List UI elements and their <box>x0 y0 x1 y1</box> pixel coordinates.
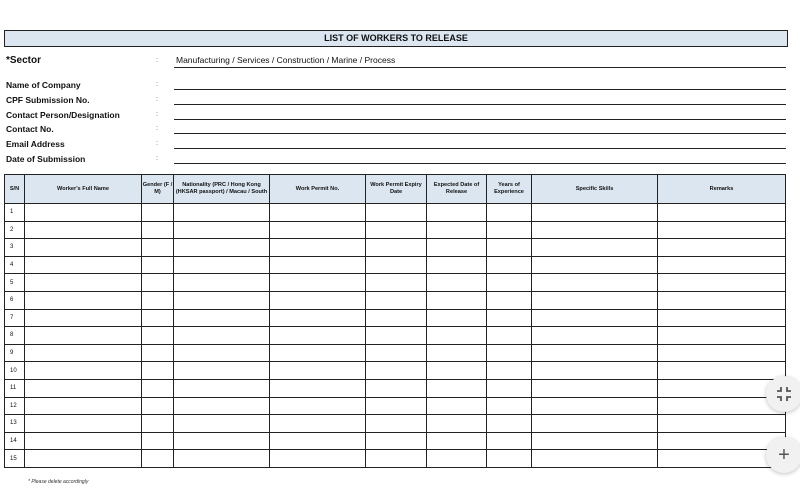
table-cell-work-permit-no[interactable] <box>270 291 366 309</box>
table-header-row <box>5 175 786 204</box>
table-cell-gender[interactable] <box>142 415 174 433</box>
table-cell-years-experience[interactable] <box>487 450 532 468</box>
field-colon: : <box>156 155 158 162</box>
table-cell-release-date[interactable] <box>427 362 487 380</box>
table-cell-work-permit-no[interactable] <box>270 344 366 362</box>
column-header-remarks: Remarks <box>658 175 786 204</box>
table-row <box>5 256 786 274</box>
table-cell-specific-skills[interactable] <box>532 397 658 415</box>
table-cell-years-experience[interactable] <box>487 415 532 433</box>
table-cell-years-experience[interactable] <box>487 221 532 239</box>
fullscreen-exit-button[interactable] <box>766 376 800 412</box>
field-label: Contact Person/Designation <box>6 110 120 120</box>
table-cell-permit-expiry[interactable] <box>366 379 427 397</box>
table-cell-permit-expiry[interactable] <box>366 256 427 274</box>
column-header-release-date: Expected Date of Release <box>427 175 487 204</box>
table-cell-gender[interactable] <box>142 432 174 450</box>
table-cell-permit-expiry[interactable] <box>366 274 427 292</box>
table-cell-full-name[interactable] <box>25 379 142 397</box>
table-cell-years-experience[interactable] <box>487 291 532 309</box>
column-header-years-experience: Years of Experience <box>487 175 532 204</box>
table-cell-gender[interactable] <box>142 309 174 327</box>
field-input-line[interactable] <box>174 89 786 90</box>
table-cell-specific-skills[interactable] <box>532 291 658 309</box>
table-cell-full-name[interactable] <box>25 274 142 292</box>
sector-options: Manufacturing / Services / Construction / Marine / Process <box>176 55 396 65</box>
column-header-specific-skills: Specific Skills <box>532 175 658 204</box>
table-cell-gender[interactable] <box>142 362 174 380</box>
table-cell-specific-skills[interactable] <box>532 379 658 397</box>
table-row <box>5 204 786 222</box>
form-field-row <box>6 153 788 167</box>
table-cell-gender[interactable] <box>142 344 174 362</box>
table-cell-nationality[interactable] <box>174 291 270 309</box>
row-number: 8 <box>5 327 25 345</box>
table-cell-years-experience[interactable] <box>487 274 532 292</box>
table-cell-specific-skills[interactable] <box>532 415 658 433</box>
table-cell-permit-expiry[interactable] <box>366 432 427 450</box>
table-cell-years-experience[interactable] <box>487 309 532 327</box>
table-row <box>5 309 786 327</box>
table-cell-nationality[interactable] <box>174 379 270 397</box>
table-cell-nationality[interactable] <box>174 415 270 433</box>
table-cell-release-date[interactable] <box>427 309 487 327</box>
table-cell-years-experience[interactable] <box>487 362 532 380</box>
table-cell-full-name[interactable] <box>25 239 142 257</box>
field-colon: : <box>156 111 158 118</box>
form-field-row <box>6 79 788 93</box>
table-row <box>5 362 786 380</box>
table-cell-release-date[interactable] <box>427 379 487 397</box>
table-cell-release-date[interactable] <box>427 397 487 415</box>
row-number: 5 <box>5 274 25 292</box>
row-number: 1 <box>5 204 25 222</box>
table-cell-years-experience[interactable] <box>487 204 532 222</box>
table-cell-work-permit-no[interactable] <box>270 397 366 415</box>
table-cell-work-permit-no[interactable] <box>270 432 366 450</box>
table-cell-nationality[interactable] <box>174 397 270 415</box>
plus-icon: + <box>778 443 790 466</box>
table-cell-remarks[interactable] <box>658 327 786 345</box>
table-row <box>5 291 786 309</box>
column-header-permit-expiry: Work Permit Expiry Date <box>366 175 427 204</box>
table-cell-remarks[interactable] <box>658 415 786 433</box>
table-cell-release-date[interactable] <box>427 204 487 222</box>
table-cell-work-permit-no[interactable] <box>270 327 366 345</box>
table-cell-specific-skills[interactable] <box>532 221 658 239</box>
table-cell-remarks[interactable] <box>658 274 786 292</box>
field-input-line[interactable] <box>174 163 786 164</box>
field-input-line[interactable] <box>174 104 786 105</box>
table-row <box>5 221 786 239</box>
table-cell-full-name[interactable] <box>25 291 142 309</box>
row-number: 3 <box>5 239 25 257</box>
field-colon: : <box>156 96 158 103</box>
table-cell-nationality[interactable] <box>174 221 270 239</box>
table-cell-full-name[interactable] <box>25 309 142 327</box>
table-cell-permit-expiry[interactable] <box>366 291 427 309</box>
field-input-line[interactable] <box>174 148 786 149</box>
table-cell-remarks[interactable] <box>658 309 786 327</box>
row-number: 2 <box>5 221 25 239</box>
table-cell-full-name[interactable] <box>25 415 142 433</box>
form-field-row <box>6 109 788 123</box>
column-header-nationality: Nationality (PRC / Hong Kong (HKSAR passport) / Macau / South <box>174 175 270 204</box>
table-cell-nationality[interactable] <box>174 344 270 362</box>
table-cell-full-name[interactable] <box>25 256 142 274</box>
table-cell-specific-skills[interactable] <box>532 309 658 327</box>
table-cell-nationality[interactable] <box>174 432 270 450</box>
table-cell-remarks[interactable] <box>658 256 786 274</box>
sector-colon: : <box>156 57 158 64</box>
table-cell-work-permit-no[interactable] <box>270 379 366 397</box>
field-colon: : <box>156 140 158 147</box>
table-cell-remarks[interactable] <box>658 221 786 239</box>
table-cell-gender[interactable] <box>142 204 174 222</box>
table-cell-specific-skills[interactable] <box>532 432 658 450</box>
table-cell-remarks[interactable] <box>658 291 786 309</box>
table-cell-release-date[interactable] <box>427 256 487 274</box>
table-cell-full-name[interactable] <box>25 327 142 345</box>
table-cell-gender[interactable] <box>142 327 174 345</box>
table-row <box>5 327 786 345</box>
table-cell-work-permit-no[interactable] <box>270 274 366 292</box>
table-cell-full-name[interactable] <box>25 362 142 380</box>
table-cell-specific-skills[interactable] <box>532 239 658 257</box>
table-cell-remarks[interactable] <box>658 362 786 380</box>
table-cell-release-date[interactable] <box>427 327 487 345</box>
table-row <box>5 450 786 468</box>
table-cell-nationality[interactable] <box>174 327 270 345</box>
row-number: 11 <box>5 379 25 397</box>
table-cell-full-name[interactable] <box>25 432 142 450</box>
table-cell-gender[interactable] <box>142 274 174 292</box>
table-cell-permit-expiry[interactable] <box>366 221 427 239</box>
table-cell-years-experience[interactable] <box>487 379 532 397</box>
table-cell-years-experience[interactable] <box>487 432 532 450</box>
field-label: CPF Submission No. <box>6 95 90 105</box>
table-row <box>5 344 786 362</box>
table-cell-nationality[interactable] <box>174 450 270 468</box>
table-cell-gender[interactable] <box>142 291 174 309</box>
table-cell-permit-expiry[interactable] <box>366 204 427 222</box>
table-cell-full-name[interactable] <box>25 450 142 468</box>
table-cell-gender[interactable] <box>142 379 174 397</box>
table-cell-work-permit-no[interactable] <box>270 256 366 274</box>
table-cell-specific-skills[interactable] <box>532 204 658 222</box>
footnote: * Please delete accordingly <box>28 479 89 485</box>
row-number: 7 <box>5 309 25 327</box>
table-cell-specific-skills[interactable] <box>532 450 658 468</box>
table-cell-work-permit-no[interactable] <box>270 309 366 327</box>
table-cell-permit-expiry[interactable] <box>366 415 427 433</box>
table-cell-remarks[interactable] <box>658 344 786 362</box>
field-label: Date of Submission <box>6 154 86 164</box>
table-cell-work-permit-no[interactable] <box>270 450 366 468</box>
table-cell-release-date[interactable] <box>427 274 487 292</box>
table-cell-release-date[interactable] <box>427 344 487 362</box>
table-cell-gender[interactable] <box>142 397 174 415</box>
table-cell-specific-skills[interactable] <box>532 344 658 362</box>
table-cell-permit-expiry[interactable] <box>366 239 427 257</box>
column-header-sn: S/N <box>5 175 25 204</box>
form-field-row <box>6 123 788 137</box>
table-cell-remarks[interactable] <box>658 204 786 222</box>
table-cell-full-name[interactable] <box>25 344 142 362</box>
add-button[interactable] <box>766 437 800 473</box>
table-row <box>5 432 786 450</box>
table-cell-work-permit-no[interactable] <box>270 239 366 257</box>
column-header-full-name: Worker's Full Name <box>25 175 142 204</box>
row-number: 14 <box>5 432 25 450</box>
table-row <box>5 379 786 397</box>
table-cell-release-date[interactable] <box>427 432 487 450</box>
row-number: 9 <box>5 344 25 362</box>
table-cell-specific-skills[interactable] <box>532 327 658 345</box>
row-number: 4 <box>5 256 25 274</box>
row-number: 10 <box>5 362 25 380</box>
table-cell-years-experience[interactable] <box>487 256 532 274</box>
table-cell-nationality[interactable] <box>174 204 270 222</box>
field-colon: : <box>156 125 158 132</box>
row-number: 13 <box>5 415 25 433</box>
table-cell-specific-skills[interactable] <box>532 274 658 292</box>
table-cell-years-experience[interactable] <box>487 397 532 415</box>
column-header-work-permit-no: Work Permit No. <box>270 175 366 204</box>
table-cell-full-name[interactable] <box>25 221 142 239</box>
table-cell-gender[interactable] <box>142 256 174 274</box>
form-field-row <box>6 138 788 152</box>
form-title: LIST OF WORKERS TO RELEASE <box>4 30 788 47</box>
table-cell-release-date[interactable] <box>427 221 487 239</box>
workers-table <box>4 174 786 468</box>
column-header-gender: Gender (F / M) <box>142 175 174 204</box>
fullscreen-exit-icon <box>776 386 792 402</box>
row-number: 6 <box>5 291 25 309</box>
table-cell-remarks[interactable] <box>658 432 786 450</box>
table-row <box>5 415 786 433</box>
field-input-line[interactable] <box>174 119 786 120</box>
table-cell-remarks[interactable] <box>658 239 786 257</box>
table-cell-years-experience[interactable] <box>487 327 532 345</box>
table-cell-permit-expiry[interactable] <box>366 397 427 415</box>
table-cell-work-permit-no[interactable] <box>270 415 366 433</box>
table-cell-years-experience[interactable] <box>487 239 532 257</box>
row-number: 12 <box>5 397 25 415</box>
row-number: 15 <box>5 450 25 468</box>
table-cell-gender[interactable] <box>142 450 174 468</box>
table-cell-work-permit-no[interactable] <box>270 362 366 380</box>
table-cell-permit-expiry[interactable] <box>366 309 427 327</box>
table-cell-release-date[interactable] <box>427 239 487 257</box>
table-row <box>5 397 786 415</box>
table-row <box>5 274 786 292</box>
table-cell-full-name[interactable] <box>25 397 142 415</box>
table-cell-permit-expiry[interactable] <box>366 327 427 345</box>
table-row <box>5 239 786 257</box>
field-colon: : <box>156 81 158 88</box>
table-cell-permit-expiry[interactable] <box>366 344 427 362</box>
table-cell-nationality[interactable] <box>174 309 270 327</box>
table-cell-release-date[interactable] <box>427 415 487 433</box>
field-label: Email Address <box>6 139 65 149</box>
sector-label: *Sector <box>6 55 42 66</box>
table-cell-work-permit-no[interactable] <box>270 204 366 222</box>
sector-row <box>6 54 788 68</box>
field-label: Name of Company <box>6 80 81 90</box>
sector-underline <box>174 67 786 68</box>
table-cell-release-date[interactable] <box>427 291 487 309</box>
table-cell-release-date[interactable] <box>427 450 487 468</box>
field-label: Contact No. <box>6 124 54 134</box>
form-field-row <box>6 94 788 108</box>
table-cell-permit-expiry[interactable] <box>366 450 427 468</box>
table-cell-specific-skills[interactable] <box>532 362 658 380</box>
table-cell-nationality[interactable] <box>174 274 270 292</box>
table-cell-gender[interactable] <box>142 239 174 257</box>
table-cell-specific-skills[interactable] <box>532 256 658 274</box>
table-cell-permit-expiry[interactable] <box>366 362 427 380</box>
table-cell-nationality[interactable] <box>174 239 270 257</box>
table-cell-nationality[interactable] <box>174 256 270 274</box>
field-input-line[interactable] <box>174 133 786 134</box>
table-cell-gender[interactable] <box>142 221 174 239</box>
table-cell-years-experience[interactable] <box>487 344 532 362</box>
table-cell-full-name[interactable] <box>25 204 142 222</box>
table-cell-nationality[interactable] <box>174 362 270 380</box>
table-cell-work-permit-no[interactable] <box>270 221 366 239</box>
